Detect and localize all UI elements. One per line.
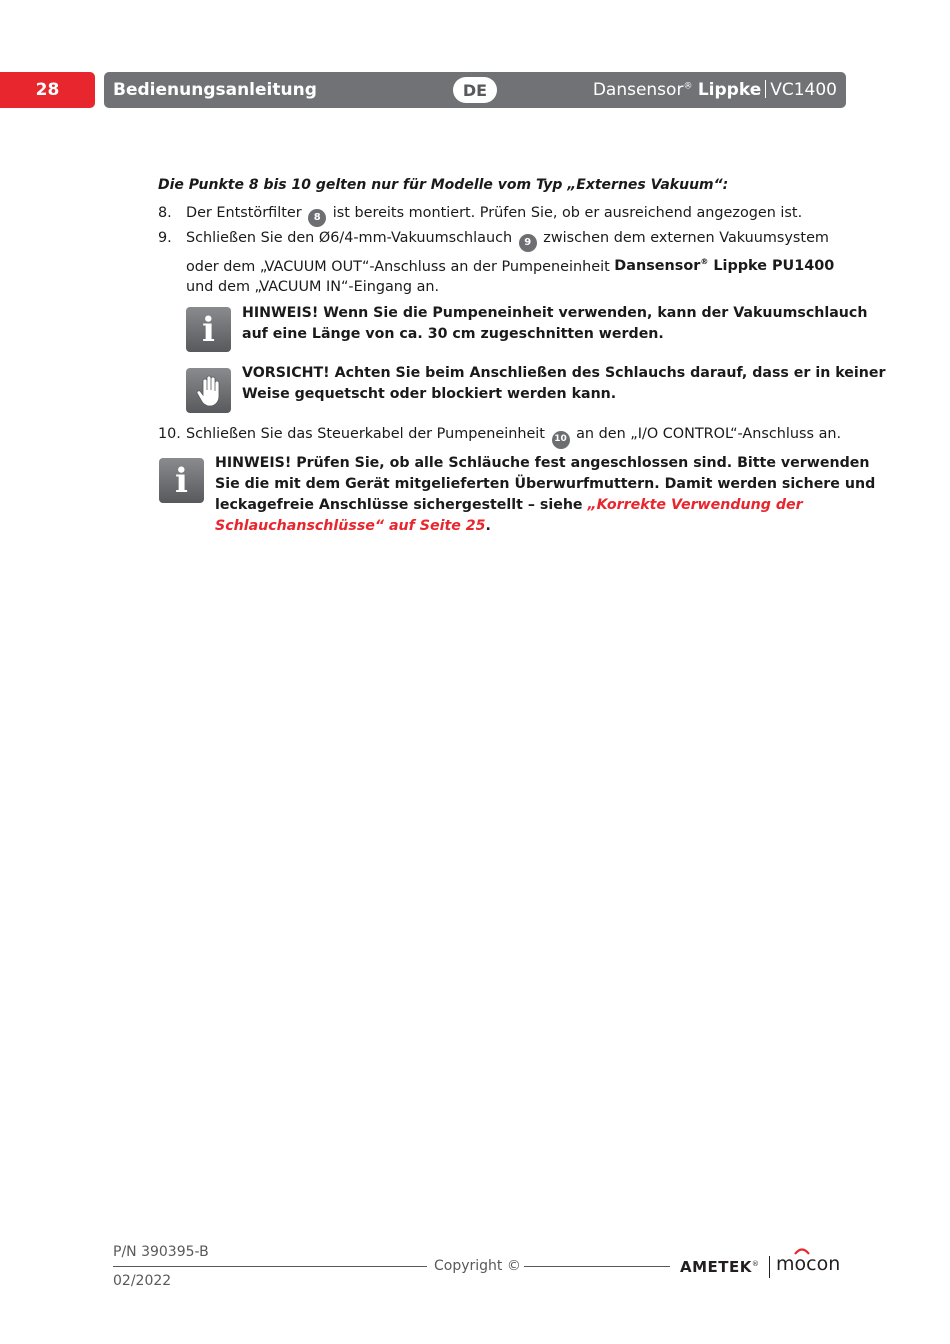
note-line: auf eine Länge von ca. 30 cm zugeschnitten werden.: [242, 326, 664, 342]
item-text-post: ist bereits montiert. Prüfen Sie, ob er ausreichend angezogen ist.: [332, 205, 803, 221]
note-line: Weise gequetscht oder blockiert werden kann.: [242, 386, 617, 402]
header-bar: [104, 72, 846, 108]
item-text: [186, 203, 848, 227]
item-text-pre: Schließen Sie den Ø6/4-mm-Vakuumschlauch: [186, 230, 513, 246]
note-vorsicht: [242, 363, 886, 405]
callout-badge: 9: [519, 234, 537, 252]
mocon-logo-arc-icon: [794, 1247, 810, 1255]
item-text-pre: Der Entstörfilter: [186, 205, 302, 221]
callout-badge: 10: [552, 431, 570, 449]
section-intro: Die Punkte 8 bis 10 gelten nur für Modelle vom Typ „Externes Vakuum“:: [158, 177, 729, 193]
cross-reference-link[interactable]: „Korrekte Verwendung der: [587, 497, 803, 513]
document-date: 02/2022: [113, 1273, 172, 1289]
hand-stop-icon: [186, 368, 231, 413]
item-product-reg: ®: [700, 257, 709, 267]
item-product-b: Lippke PU1400: [713, 258, 835, 275]
note-end: .: [485, 518, 491, 534]
note-hinweis-2: [215, 453, 875, 537]
callout-badge: 8: [308, 209, 326, 227]
item-number: 8.: [158, 205, 172, 221]
header-product: [593, 80, 837, 100]
note-line: Sie die mit dem Gerät mitgelieferten Überwurfmuttern. Damit werden sichere und: [215, 476, 876, 492]
info-icon: i: [159, 458, 204, 503]
header-separator: [765, 80, 766, 98]
language-badge: DE: [453, 77, 497, 103]
item-text-post: zwischen dem externen Vakuumsystem: [543, 230, 829, 246]
item-product-a: Dansensor: [614, 258, 701, 275]
part-number: P/N 390395-B: [113, 1244, 209, 1260]
mocon-logo-text: mocon: [776, 1253, 841, 1275]
item-text: [186, 228, 848, 298]
item-number: 9.: [158, 230, 172, 246]
item-text-line3: und dem „VACUUM IN“-Eingang an.: [186, 279, 440, 296]
page-number: 28: [0, 72, 95, 108]
ametek-logo-text: AMETEK: [680, 1258, 752, 1276]
list-item: [158, 228, 848, 298]
info-icon: i: [186, 307, 231, 352]
list-item: [158, 424, 848, 449]
logo-divider: [769, 1256, 770, 1278]
product-prefix: Dansensor: [592, 80, 684, 100]
mocon-logo: [776, 1253, 840, 1275]
footer-rule-right: [524, 1266, 670, 1267]
note-line: HINWEIS! Prüfen Sie, ob alle Schläuche fest angeschlossen sind. Bitte verwenden: [215, 455, 870, 471]
list-item: [158, 203, 848, 227]
cross-reference-link-cont[interactable]: Schlauchanschlüsse“ auf Seite 25: [215, 518, 486, 534]
ametek-logo: [680, 1258, 759, 1276]
product-model: VC1400: [770, 80, 837, 100]
item-text: [186, 424, 848, 449]
product-reg: ®: [683, 81, 693, 92]
product-brand: Lippke: [697, 80, 762, 100]
copyright: Copyright ©: [434, 1258, 521, 1274]
item-text-line2: oder dem „VACUUM OUT“-Anschluss an der Pumpeneinheit: [186, 258, 610, 275]
note-line: leckagefreie Anschlüsse sichergestellt – siehe: [215, 497, 583, 513]
header-title: Bedienungsanleitung: [113, 80, 317, 100]
note-hinweis-1: [242, 303, 867, 345]
item-number: 10.: [158, 426, 181, 442]
note-line: HINWEIS! Wenn Sie die Pumpeneinheit verwenden, kann der Vakuumschlauch: [242, 305, 868, 321]
ametek-logo-reg: ®: [751, 1260, 760, 1268]
item-text-pre: Schließen Sie das Steuerkabel der Pumpeneinheit: [186, 426, 545, 442]
footer-rule-left: [113, 1266, 427, 1267]
note-line: VORSICHT! Achten Sie beim Anschließen des Schlauchs darauf, dass er in keiner: [242, 365, 886, 381]
item-text-post: an den „I/O CONTROL“-Anschluss an.: [576, 426, 842, 442]
